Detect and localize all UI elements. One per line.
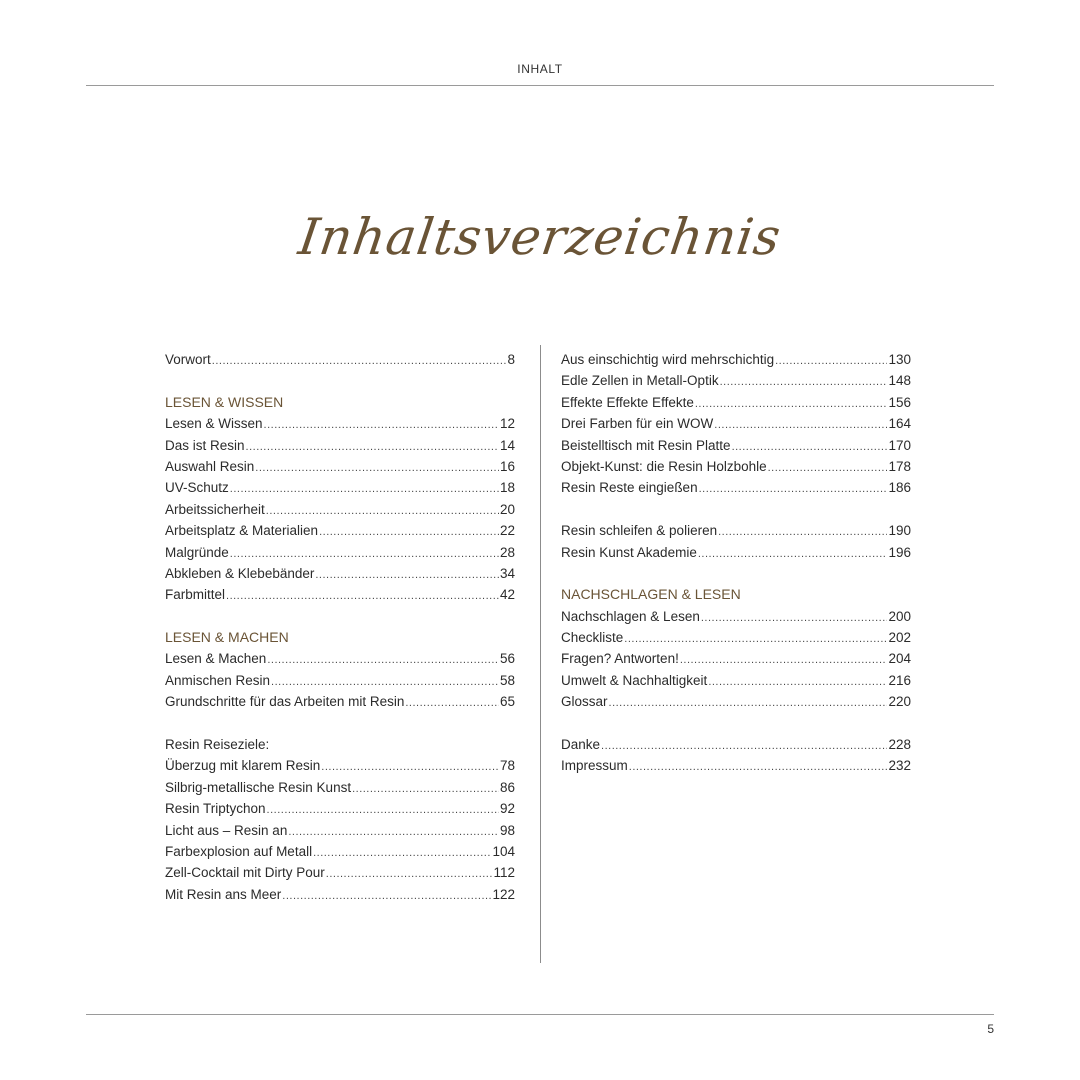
leader-dots bbox=[768, 456, 888, 479]
toc-entry-title: Umwelt & Nachhaltigkeit bbox=[561, 672, 708, 688]
toc-entry-page: 220 bbox=[888, 694, 911, 710]
section-finishing bbox=[561, 520, 911, 563]
leader-dots bbox=[282, 884, 491, 907]
toc-entry[interactable] bbox=[165, 520, 515, 541]
leader-dots bbox=[321, 755, 499, 778]
leader-dots bbox=[267, 648, 499, 671]
toc-entry[interactable] bbox=[561, 670, 911, 691]
leader-dots bbox=[775, 349, 887, 372]
leader-dots bbox=[230, 477, 499, 500]
toc-entry-title: Überzug mit klarem Resin bbox=[165, 758, 321, 774]
leader-dots bbox=[246, 435, 499, 458]
toc-entry-title: Objekt-Kunst: die Resin Holzbohle bbox=[561, 458, 767, 474]
toc-entry-page: 204 bbox=[888, 651, 911, 667]
toc-entry-page: 16 bbox=[499, 458, 515, 474]
leader-dots bbox=[698, 542, 888, 565]
toc-entry-page: 92 bbox=[499, 801, 515, 817]
page-number: 5 bbox=[987, 1022, 994, 1036]
toc-entry-page: 78 bbox=[499, 758, 515, 774]
toc-entry-title: Drei Farben für ein WOW bbox=[561, 416, 714, 432]
section-heading-nachschlagen: NACHSCHLAGEN & LESEN bbox=[561, 586, 741, 603]
toc-entry-page: 22 bbox=[499, 523, 515, 539]
leader-dots bbox=[680, 648, 888, 671]
toc-entry[interactable] bbox=[561, 392, 911, 413]
toc-entry-title: Grundschritte für das Arbeiten mit Resin bbox=[165, 694, 405, 710]
toc-entry-page: 186 bbox=[888, 480, 911, 496]
leader-dots bbox=[255, 456, 499, 479]
leader-dots bbox=[720, 370, 888, 393]
toc-entry[interactable] bbox=[165, 841, 515, 862]
toc-entry-title: Farbexplosion auf Metall bbox=[165, 843, 313, 859]
toc-entry[interactable] bbox=[165, 477, 515, 498]
toc-entry-title: Silbrig-metallische Resin Kunst bbox=[165, 779, 352, 795]
section-closing bbox=[561, 734, 911, 777]
toc-entry-vorwort[interactable] bbox=[165, 349, 515, 370]
toc-entry-page: 232 bbox=[888, 758, 911, 774]
toc-entry-title: Arbeitsplatz & Materialien bbox=[165, 523, 319, 539]
toc-entry-page: 190 bbox=[888, 523, 911, 539]
toc-entry-page: 170 bbox=[888, 437, 911, 453]
toc-entry-page: 12 bbox=[499, 416, 515, 432]
toc-entry[interactable] bbox=[165, 456, 515, 477]
toc-entry[interactable] bbox=[165, 670, 515, 691]
running-header: INHALT bbox=[517, 62, 563, 76]
toc-entry[interactable] bbox=[561, 477, 911, 498]
leader-dots bbox=[271, 670, 499, 693]
leader-dots bbox=[230, 542, 499, 565]
toc-entry[interactable] bbox=[165, 542, 515, 563]
leader-dots bbox=[732, 435, 888, 458]
toc-entry-title: Malgründe bbox=[165, 544, 229, 560]
toc-entry-page: 58 bbox=[499, 672, 515, 688]
leader-dots bbox=[212, 349, 507, 372]
leader-dots bbox=[266, 499, 499, 522]
toc-entry-title: Checkliste bbox=[561, 630, 624, 646]
toc-entry[interactable] bbox=[561, 520, 911, 541]
leader-dots bbox=[288, 820, 499, 843]
leader-dots bbox=[601, 734, 887, 757]
toc-entry[interactable] bbox=[561, 435, 911, 456]
toc-entry[interactable] bbox=[165, 584, 515, 605]
toc-entry[interactable] bbox=[165, 413, 515, 434]
leader-dots bbox=[699, 477, 888, 500]
toc-entry[interactable] bbox=[561, 648, 911, 669]
leader-dots bbox=[708, 670, 887, 693]
leader-dots bbox=[629, 755, 888, 778]
toc-entry[interactable] bbox=[561, 627, 911, 648]
column-divider bbox=[540, 345, 541, 963]
toc-entry-title: Vorwort bbox=[165, 352, 211, 367]
toc-entry[interactable] bbox=[561, 755, 911, 776]
toc-entry[interactable] bbox=[165, 884, 515, 905]
toc-entry-page: 122 bbox=[492, 886, 515, 902]
toc-entry-page: 156 bbox=[888, 394, 911, 410]
leader-dots bbox=[226, 584, 499, 607]
leader-dots bbox=[313, 841, 491, 864]
leader-dots bbox=[319, 520, 499, 543]
toc-entry-page: 42 bbox=[499, 587, 515, 603]
section-lesen-wissen bbox=[165, 413, 515, 606]
toc-entry-title: Resin schleifen & polieren bbox=[561, 523, 718, 539]
toc-entry-title: Zell-Cocktail mit Dirty Pour bbox=[165, 865, 325, 881]
toc-entry[interactable] bbox=[165, 798, 515, 819]
toc-entry-page: 104 bbox=[492, 843, 515, 859]
leader-dots bbox=[609, 691, 888, 714]
toc-entry-title: Glossar bbox=[561, 694, 608, 710]
toc-entry-page: 178 bbox=[888, 458, 911, 474]
leader-dots bbox=[714, 413, 887, 436]
toc-entry-title: UV-Schutz bbox=[165, 480, 229, 496]
toc-entry-page: 86 bbox=[499, 779, 515, 795]
toc-entry-page: 200 bbox=[888, 608, 911, 624]
toc-entry-page: 18 bbox=[499, 480, 515, 496]
toc-entry-page: 28 bbox=[499, 544, 515, 560]
toc-entry-title: Arbeitssicherheit bbox=[165, 501, 265, 517]
leader-dots bbox=[624, 627, 887, 650]
toc-entry-page: 65 bbox=[499, 694, 515, 710]
reiseziele-label: Resin Reiseziele: bbox=[165, 737, 270, 753]
section-reiseziele bbox=[165, 755, 515, 905]
top-rule bbox=[86, 85, 994, 86]
leader-dots bbox=[701, 606, 888, 629]
toc-entry-title: Danke bbox=[561, 737, 601, 753]
toc-entry-title: Resin Reste eingießen bbox=[561, 480, 698, 496]
toc-entry[interactable] bbox=[165, 648, 515, 669]
toc-right-column bbox=[561, 349, 911, 777]
toc-entry[interactable] bbox=[561, 413, 911, 434]
leader-dots bbox=[405, 691, 499, 714]
toc-entry-title: Lesen & Wissen bbox=[165, 416, 263, 432]
toc-entry-title: Lesen & Machen bbox=[165, 651, 267, 667]
toc-entry[interactable] bbox=[561, 542, 911, 563]
toc-entry[interactable] bbox=[165, 862, 515, 883]
leader-dots bbox=[718, 520, 887, 543]
leader-dots bbox=[695, 392, 888, 415]
toc-entry[interactable] bbox=[561, 606, 911, 627]
toc-entry[interactable] bbox=[561, 734, 911, 755]
toc-entry-title: Abkleben & Klebebänder bbox=[165, 565, 315, 581]
toc-entry[interactable] bbox=[561, 349, 911, 370]
toc-entry[interactable] bbox=[165, 691, 515, 712]
section-nachschlagen bbox=[561, 606, 911, 713]
toc-entry-page: 202 bbox=[888, 630, 911, 646]
toc-entry-title: Nachschlagen & Lesen bbox=[561, 608, 700, 624]
toc-entry[interactable] bbox=[561, 691, 911, 712]
toc-entry[interactable] bbox=[165, 499, 515, 520]
toc-entry-title: Mit Resin ans Meer bbox=[165, 886, 282, 902]
page-title: Inhaltsverzeichnis bbox=[295, 208, 785, 266]
toc-entry-title: Fragen? Antworten! bbox=[561, 651, 679, 667]
section-projects bbox=[561, 349, 911, 499]
toc-entry-page: 8 bbox=[507, 352, 515, 367]
section-heading-lesen-wissen: LESEN & WISSEN bbox=[165, 393, 284, 410]
toc-entry-page: 56 bbox=[499, 651, 515, 667]
toc-entry-page: 130 bbox=[888, 352, 911, 367]
toc-entry-title: Das ist Resin bbox=[165, 437, 245, 453]
section-heading-lesen-machen: LESEN & MACHEN bbox=[165, 629, 289, 646]
toc-entry[interactable] bbox=[165, 820, 515, 841]
toc-entry-title: Auswahl Resin bbox=[165, 458, 255, 474]
toc-entry-title: Impressum bbox=[561, 758, 628, 774]
toc-entry-title: Effekte Effekte Effekte bbox=[561, 394, 694, 410]
toc-entry-title: Farbmittel bbox=[165, 587, 226, 603]
section-lesen-machen bbox=[165, 648, 515, 712]
toc-entry-page: 98 bbox=[499, 822, 515, 838]
toc-entry[interactable] bbox=[165, 755, 515, 776]
toc-entry-title: Licht aus – Resin an bbox=[165, 822, 288, 838]
leader-dots bbox=[264, 413, 499, 436]
leader-dots bbox=[267, 798, 499, 821]
toc-entry-title: Beistelltisch mit Resin Platte bbox=[561, 437, 731, 453]
toc-entry-page: 164 bbox=[888, 416, 911, 432]
toc-entry[interactable] bbox=[165, 563, 515, 584]
toc-entry[interactable] bbox=[561, 456, 911, 477]
toc-entry-title: Resin Triptychon bbox=[165, 801, 266, 817]
toc-entry-title: Resin Kunst Akademie bbox=[561, 544, 697, 560]
toc-entry-page: 196 bbox=[888, 544, 911, 560]
toc-entry-title: Anmischen Resin bbox=[165, 672, 271, 688]
toc-entry-page: 14 bbox=[499, 437, 515, 453]
toc-entry-page: 20 bbox=[499, 501, 515, 517]
toc-entry-title: Edle Zellen in Metall-Optik bbox=[561, 373, 719, 389]
leader-dots bbox=[315, 563, 499, 586]
toc-left-column bbox=[165, 349, 515, 905]
toc-entry[interactable] bbox=[165, 777, 515, 798]
leader-dots bbox=[352, 777, 499, 800]
toc-entry-page: 148 bbox=[888, 373, 911, 389]
toc-entry-page: 34 bbox=[499, 565, 515, 581]
toc-entry-page: 228 bbox=[888, 737, 911, 753]
bottom-rule bbox=[86, 1014, 994, 1015]
leader-dots bbox=[326, 862, 493, 885]
toc-entry[interactable] bbox=[561, 370, 911, 391]
toc-entry-page: 216 bbox=[888, 672, 911, 688]
toc-entry[interactable] bbox=[165, 435, 515, 456]
toc-entry-page: 112 bbox=[493, 865, 515, 881]
toc-entry-title: Aus einschichtig wird mehrschichtig bbox=[561, 352, 775, 367]
